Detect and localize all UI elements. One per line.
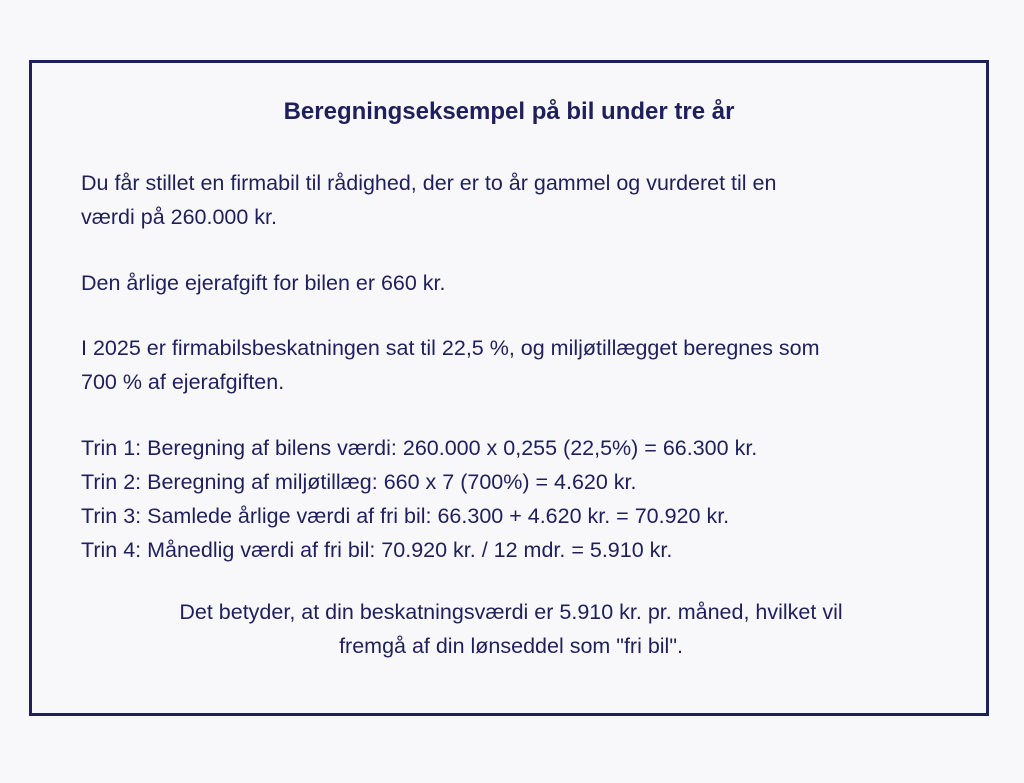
intro-line-2: værdi på 260.000 kr. [81, 205, 278, 229]
tax-line: Den årlige ejerafgift for bilen er 660 kr. [81, 271, 446, 295]
step-1: Trin 1: Beregning af bilens værdi: 260.000 x 0,255 (22,5%) = 66.300 kr. [81, 436, 758, 460]
conclusion-paragraph [81, 595, 941, 663]
step-2: Trin 2: Beregning af miljøtillæg: 660 x 7 (700%) = 4.620 kr. [81, 470, 637, 494]
intro-paragraph [81, 166, 961, 234]
step-3: Trin 3: Samlede årlige værdi af fri bil: 66.300 + 4.620 kr. = 70.920 kr. [81, 504, 730, 528]
step-4: Trin 4: Månedlig værdi af fri bil: 70.920 kr. / 12 mdr. = 5.910 kr. [81, 538, 673, 562]
intro-line-1: Du får stillet en firmabil til rådighed, der er to år gammel og vurderet til en [81, 171, 777, 195]
rate-paragraph [81, 331, 961, 399]
example-card [29, 60, 989, 716]
conclusion-line-2: fremgå af din lønseddel som "fri bil". [339, 634, 683, 658]
rate-line-1: I 2025 er firmabilsbeskatningen sat til 22,5 %, og miljøtillægget beregnes som [81, 336, 820, 360]
tax-paragraph [81, 266, 961, 300]
calculation-steps [81, 431, 961, 567]
card-title: Beregningseksempel på bil under tre år [283, 98, 735, 125]
rate-line-2: 700 % af ejerafgiften. [81, 370, 285, 394]
conclusion-line-1: Det betyder, at din beskatningsværdi er 5.910 kr. pr. måned, hvilket vil [179, 600, 843, 624]
